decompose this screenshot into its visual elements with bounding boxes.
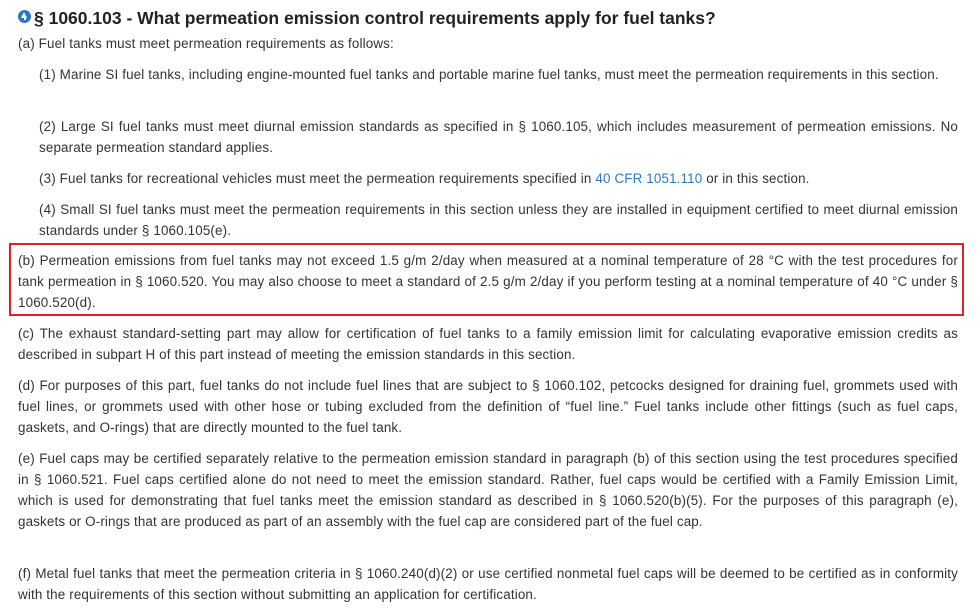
cfr-1051-110-link[interactable]: 40 CFR 1051.110: [595, 171, 703, 186]
paragraph-a3-text-start: (3) Fuel tanks for recreational vehicles must meet the permeation requirements specified in: [39, 171, 596, 186]
paragraph-a: (a) Fuel tanks must meet permeation requirements as follows:: [18, 36, 394, 51]
paragraph-a4: (4) Small SI fuel tanks must meet the permeation requirements in this section unless they are installed in equipment certified to meet diurnal emission standards under § 1060.105(e).: [39, 202, 958, 238]
section-title: § 1060.103 - What permeation emission control requirements apply for fuel tanks?: [34, 8, 716, 28]
paragraph-a3-text-end: or in this section.: [702, 171, 810, 186]
up-arrow-icon[interactable]: [18, 10, 31, 23]
paragraph-e: (e) Fuel caps may be certified separately relative to the permeation emission standard in paragraph (b) of this section using the test procedures specified in § 1060.521. Fuel caps certified alone do not need to meet the emission standard. Rather, fuel caps would be certified with a Family Emission Limit, which is used for demonstrating that fuel tanks meet the emission standard as described in § 1060.520(b)(5). For the purposes of this paragraph (e), gaskets or O-rings that are produced as part of an assembly with the fuel cap are considered part of the fuel cap.: [18, 451, 958, 529]
paragraph-a1: (1) Marine SI fuel tanks, including engine-mounted fuel tanks and portable marine fuel tanks, must meet the permeation requirements in this section.: [39, 67, 939, 82]
paragraph-b: (b) Permeation emissions from fuel tanks may not exceed 1.5 g/m 2/day when measured at a nominal temperature of 28 °C with the test procedures for tank permeation in § 1060.520. You may also choose to meet a standard of 2.5 g/m 2/day if you perform testing at a nominal temperature of 40 °C under § 1060.520(d).: [18, 253, 958, 310]
paragraph-f: (f) Metal fuel tanks that meet the permeation criteria in § 1060.240(d)(2) or use certified nonmetal fuel caps will be deemed to be certified as in conformity with the requirements of this section without submitting an application for certification.: [18, 566, 958, 602]
paragraph-d: (d) For purposes of this part, fuel tanks do not include fuel lines that are subject to § 1060.102, petcocks designed for draining fuel, grommets used with fuel lines, or grommets used with other hose or tubing excluded from the definition of “fuel line.” Fuel tanks include other fittings (such as fuel caps, gaskets, and O-rings) that are directly mounted to the fuel tank.: [18, 378, 958, 435]
paragraph-a3: [39, 168, 958, 189]
paragraph-a2: (2) Large SI fuel tanks must meet diurnal emission standards as specified in § 1060.105, which includes measurement of permeation emissions. No separate permeation standard applies.: [39, 119, 958, 155]
paragraph-c: (c) The exhaust standard-setting part may allow for certification of fuel tanks to a family emission limit for calculating evaporative emission credits as described in subpart H of this part instead of meeting the emission standards in this section.: [18, 326, 958, 362]
section-heading: [18, 8, 716, 29]
